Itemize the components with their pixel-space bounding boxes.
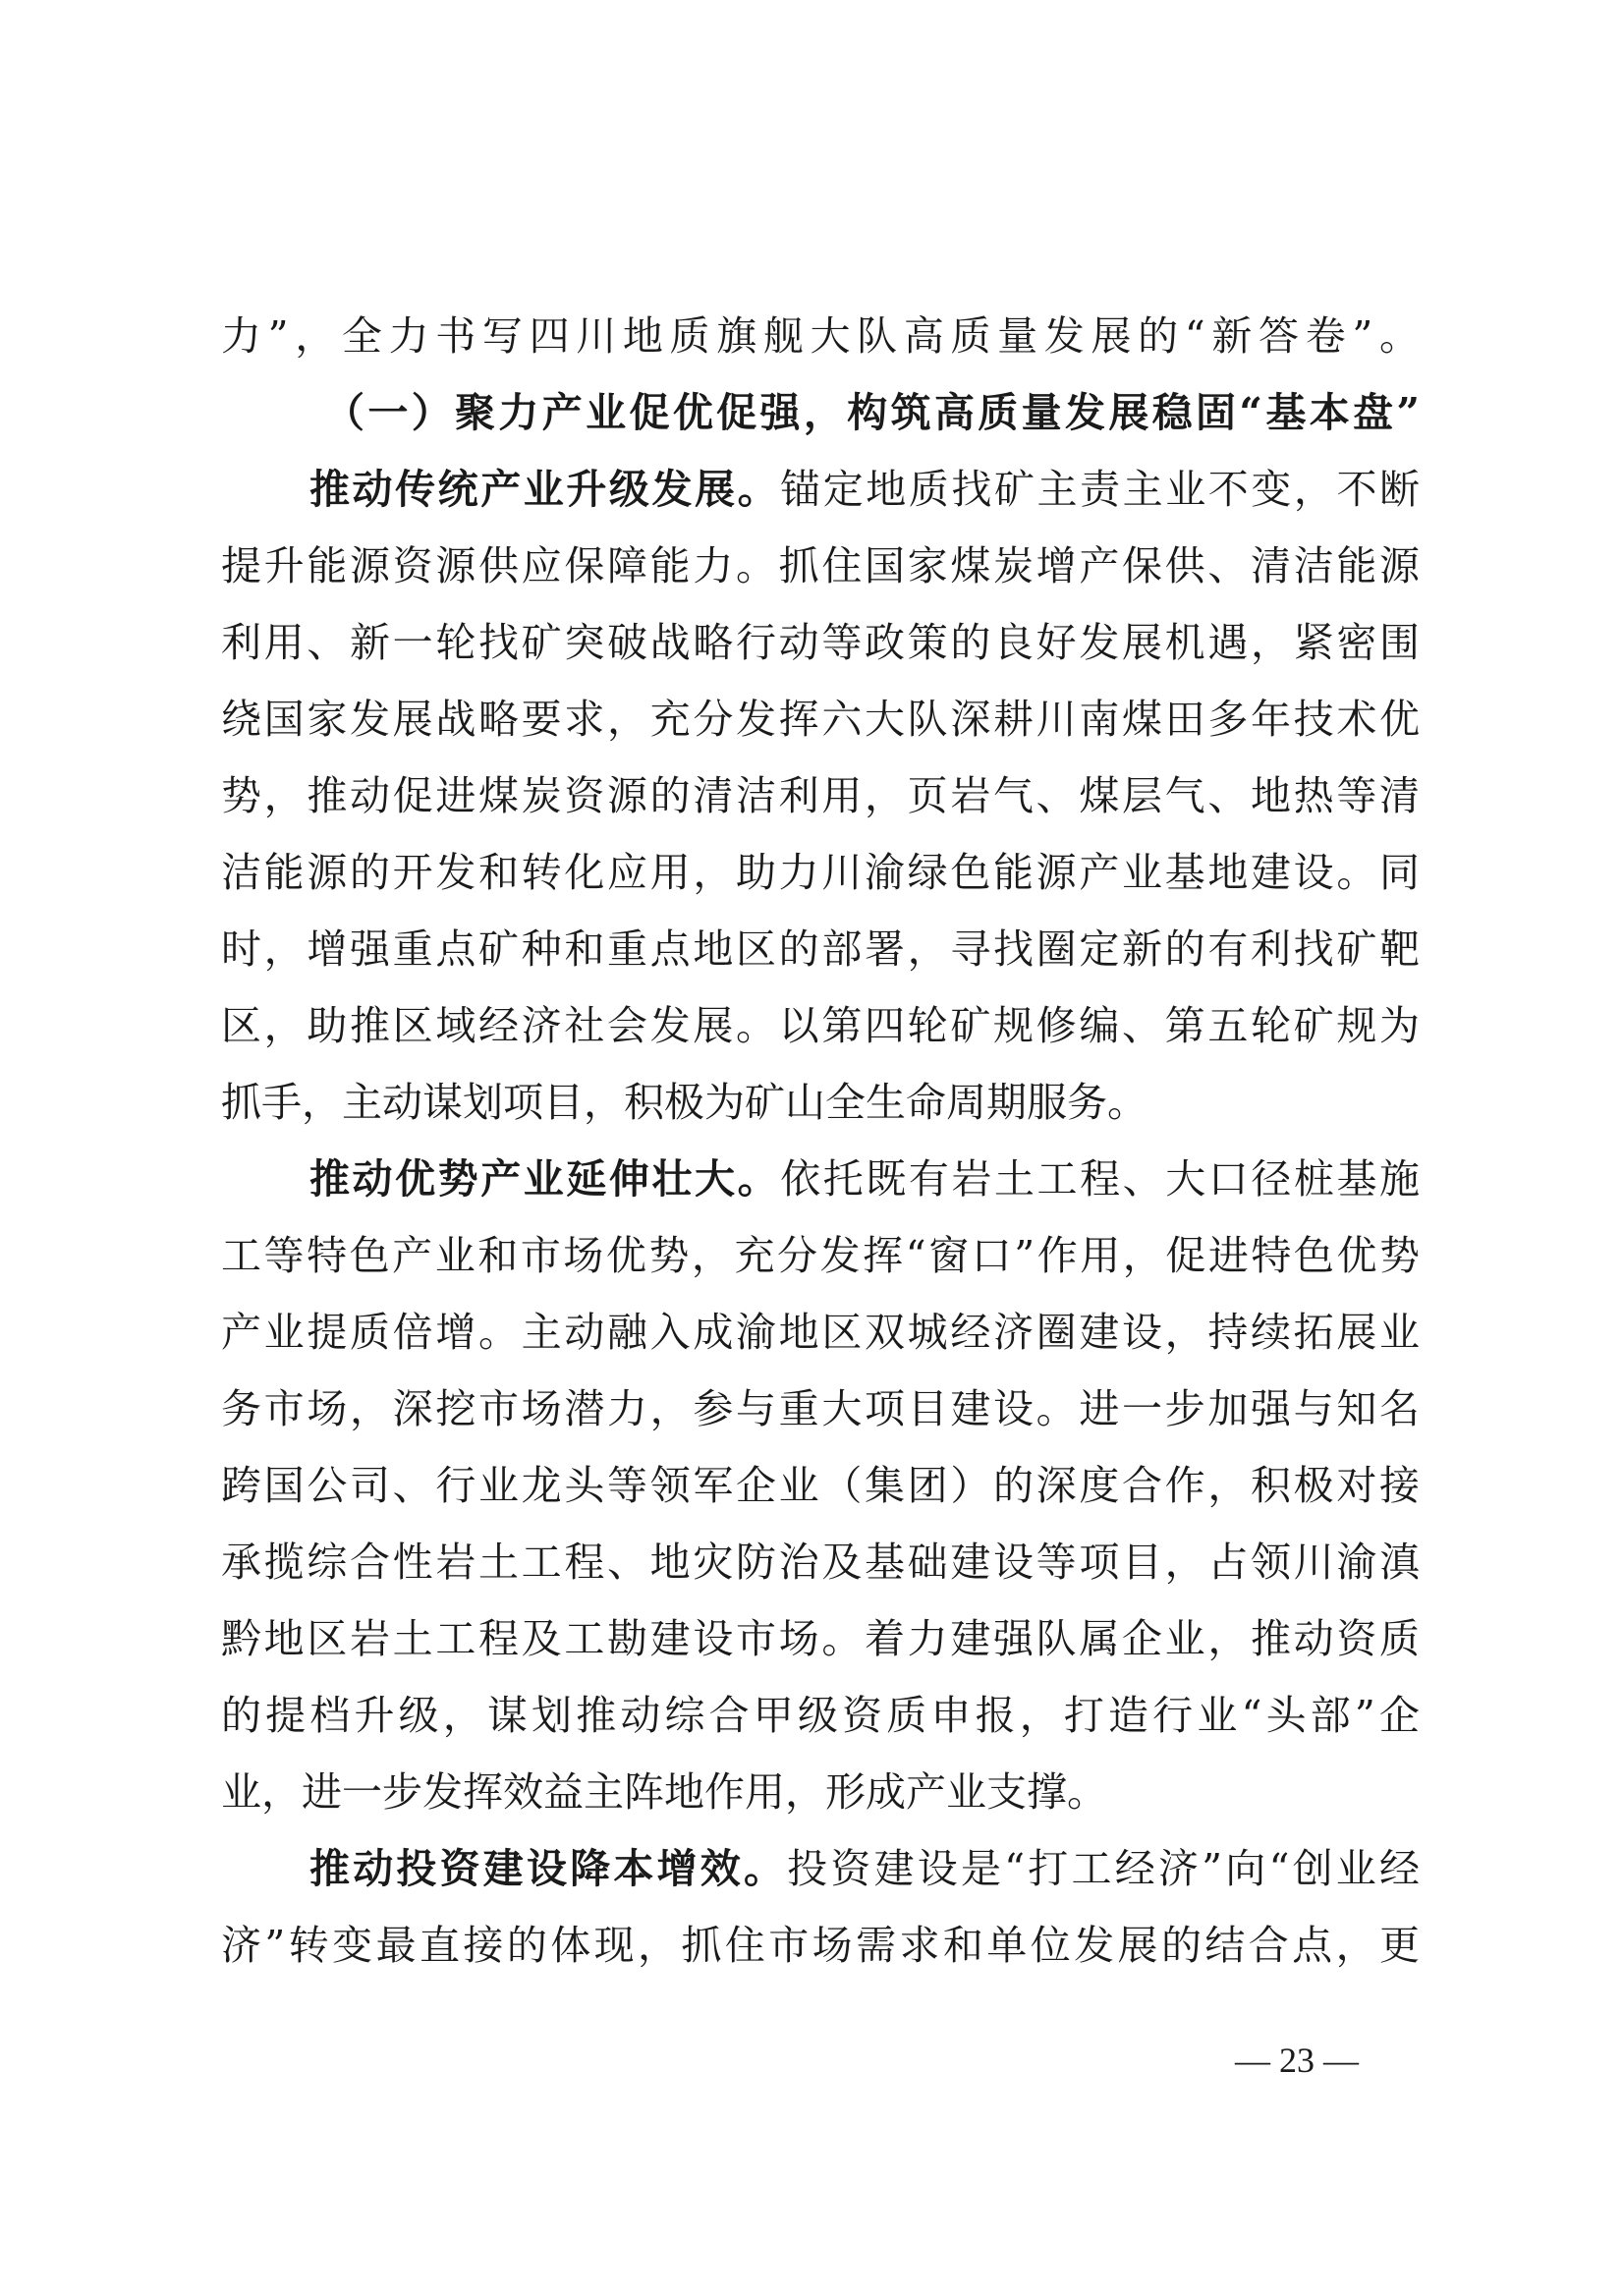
paragraph-1-line: 区，助推区域经济社会发展。以第四轮矿规修编、第五轮矿规为	[221, 1002, 1420, 1049]
paragraph-2-line: 产业提质倍增。主动融入成渝地区双城经济圈建设，持续拓展业	[221, 1309, 1420, 1356]
continuation-line: 力”，全力书写四川地质旗舰大队高质量发展的“新答卷”。	[221, 312, 1420, 360]
paragraph-2-line: 黔地区岩土工程及工勘建设市场。着力建强队属企业，推动资质	[221, 1615, 1420, 1662]
page-number: — 23 —	[1235, 2041, 1359, 2080]
paragraph-1-first-line	[309, 460, 1420, 519]
paragraph-3-line: 济”转变最直接的体现，抓住市场需求和单位发展的结合点，更	[221, 1922, 1420, 1969]
paragraph-2-line: 业，进一步发挥效益主阵地作用，形成产业支撑。	[221, 1768, 1107, 1816]
paragraph-3-first-line	[309, 1839, 1420, 1898]
paragraph-2-line: 工等特色产业和市场优势，充分发挥“窗口”作用，促进特色优势	[221, 1232, 1420, 1279]
paragraph-1-line: 势，推动促进煤炭资源的清洁利用，页岩气、煤层气、地热等清	[221, 772, 1420, 819]
section-heading: （一）聚力产业促优促强，构筑高质量发展稳固“基本盘”	[324, 389, 1420, 436]
paragraph-3-lead: 推动投资建设降本增效。	[309, 1845, 788, 1892]
paragraph-1-line: 利用、新一轮找矿突破战略行动等政策的良好发展机遇，紧密围	[221, 619, 1420, 666]
paragraph-2-first-line-rest: 依托既有岩土工程、大口径桩基施	[780, 1155, 1421, 1203]
paragraph-3-first-line-rest: 投资建设是“打工经济”向“创业经	[787, 1845, 1420, 1892]
paragraph-1-line: 提升能源资源供应保障能力。抓住国家煤炭增产保供、清洁能源	[221, 542, 1420, 589]
paragraph-1-line: 绕国家发展战略要求，充分发挥六大队深耕川南煤田多年技术优	[221, 696, 1420, 743]
paragraph-2-line: 跨国公司、行业龙头等领军企业（集团）的深度合作，积极对接	[221, 1462, 1420, 1509]
paragraph-1-line: 时，增强重点矿种和重点地区的部署，寻找圈定新的有利找矿靶	[221, 925, 1420, 973]
paragraph-2-line: 务市场，深挖市场潜力，参与重大项目建设。进一步加强与知名	[221, 1385, 1420, 1432]
paragraph-1-line: 抓手，主动谋划项目，积极为矿山全生命周期服务。	[221, 1079, 1147, 1126]
paragraph-2-first-line	[309, 1149, 1420, 1208]
paragraph-2-line: 承揽综合性岩土工程、地灾防治及基础建设等项目，占领川渝滇	[221, 1539, 1420, 1586]
paragraph-2-lead: 推动优势产业延伸壮大。	[309, 1155, 781, 1203]
paragraph-2-line: 的提档升级，谋划推动综合甲级资质申报，打造行业“头部”企	[221, 1692, 1420, 1739]
paragraph-1-line: 洁能源的开发和转化应用，助力川渝绿色能源产业基地建设。同	[221, 849, 1420, 896]
paragraph-1-first-line-rest: 锚定地质找矿主责主业不变，不断	[780, 466, 1421, 513]
paragraph-1-lead: 推动传统产业升级发展。	[309, 466, 781, 513]
